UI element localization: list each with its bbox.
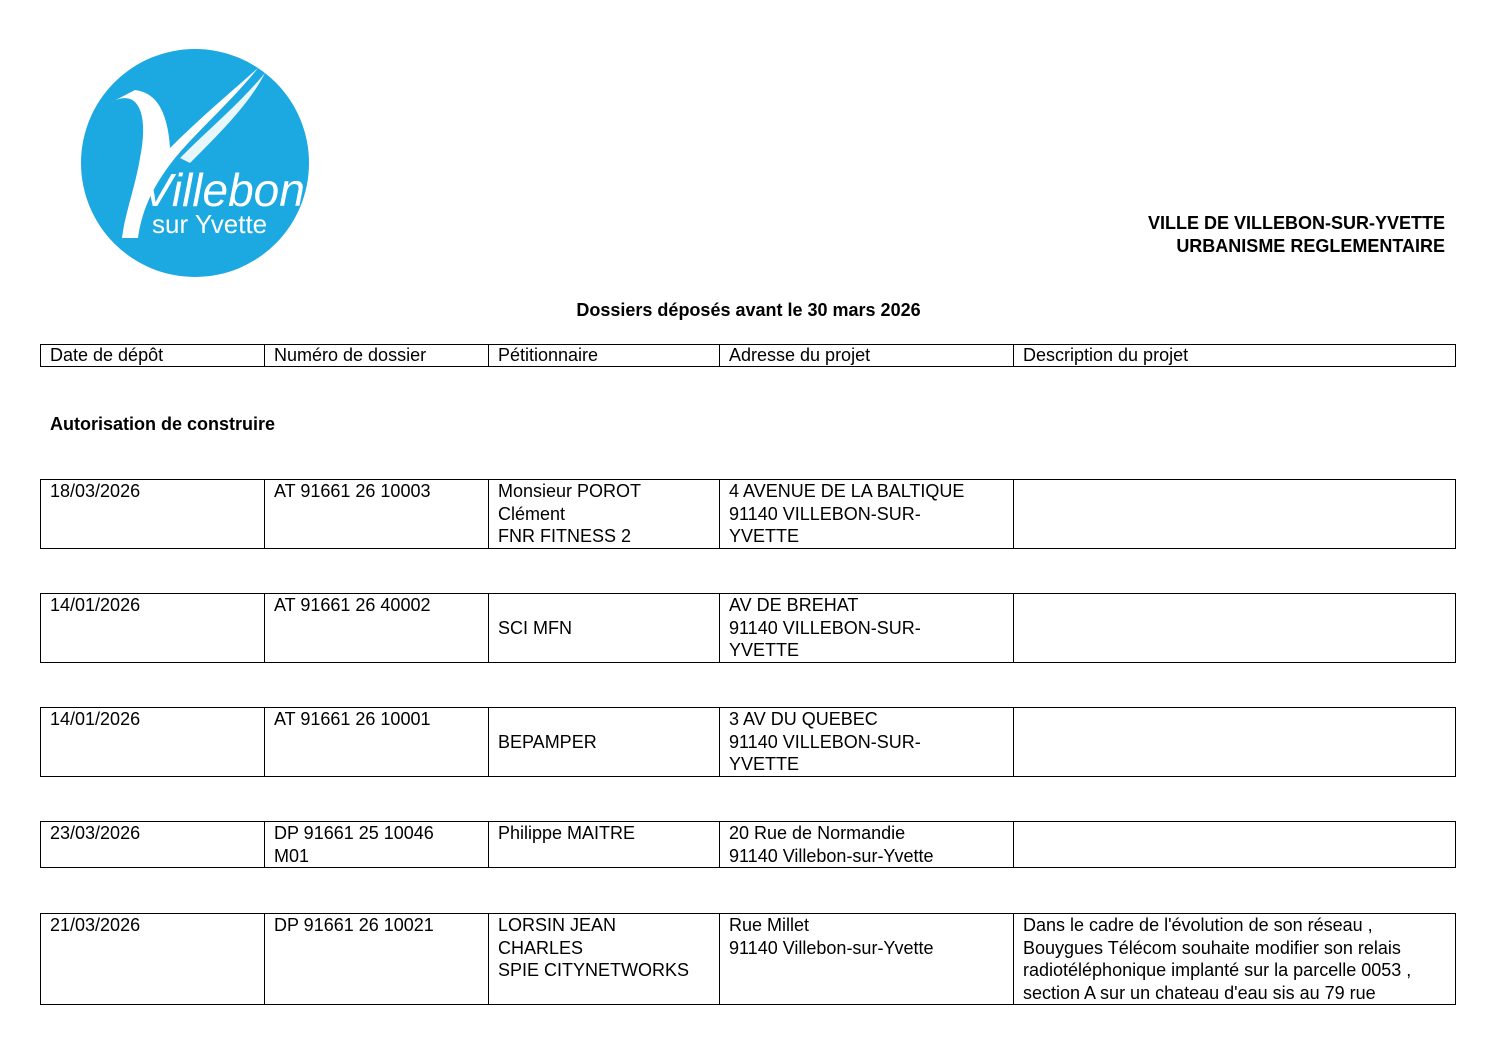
cell-petitionnaire: Monsieur POROT Clément FNR FITNESS 2	[489, 480, 720, 549]
cell-numero: AT 91661 26 10003	[265, 480, 489, 549]
cell-petitionnaire: LORSIN JEAN CHARLES SPIE CITYNETWORKS	[489, 914, 720, 1005]
logo-circle	[81, 49, 309, 277]
cell-numero: AT 91661 26 10001	[265, 708, 489, 777]
cell-date: 21/03/2026	[41, 914, 265, 1005]
cell-description	[1014, 480, 1456, 549]
cell-adresse: 20 Rue de Normandie 91140 Villebon-sur-Yvette	[720, 822, 1014, 868]
column-header-petitionnaire: Pétitionnaire	[489, 345, 720, 367]
cell-description: Dans le cadre de l'évolution de son réseau , Bouygues Télécom souhaite modifier son relais radiotéléphonique implanté sur la parcelle 0053 , section A sur un chateau d'eau sis au 79 rue	[1014, 914, 1456, 1005]
table-row	[41, 708, 1456, 777]
cell-petitionnaire: SCI MFN	[489, 594, 720, 663]
cell-description	[1014, 594, 1456, 663]
column-header-row	[41, 345, 1456, 367]
cell-adresse: 4 AVENUE DE LA BALTIQUE 91140 VILLEBON-SUR- YVETTE	[720, 480, 1014, 549]
dossier-table	[40, 821, 1456, 868]
cell-adresse: 3 AV DU QUEBEC 91140 VILLEBON-SUR- YVETTE	[720, 708, 1014, 777]
cell-description	[1014, 708, 1456, 777]
cell-adresse: AV DE BREHAT 91140 VILLEBON-SUR- YVETTE	[720, 594, 1014, 663]
table-row	[41, 594, 1456, 663]
document-title: Dossiers déposés avant le 30 mars 2026	[576, 300, 921, 320]
org-header	[1148, 212, 1445, 258]
logo-line2: sur Yvette	[152, 209, 268, 239]
section-heading: Autorisation de construire	[50, 414, 276, 434]
org-line1: VILLE DE VILLEBON-SUR-YVETTE	[1147, 213, 1445, 233]
logo-line1: Villebon	[142, 164, 305, 216]
dossier-table	[40, 913, 1456, 1005]
column-header-description: Description du projet	[1014, 345, 1456, 367]
cell-description	[1014, 822, 1456, 868]
dossier-table	[40, 479, 1456, 549]
table-row	[41, 480, 1456, 549]
dossier-table	[40, 707, 1456, 777]
cell-numero: DP 91661 26 10021	[265, 914, 489, 1005]
cell-date: 14/01/2026	[41, 708, 265, 777]
cell-petitionnaire: Philippe MAITRE	[489, 822, 720, 868]
dossier-table	[40, 593, 1456, 663]
cell-numero: DP 91661 25 10046 M01	[265, 822, 489, 868]
cell-petitionnaire: BEPAMPER	[489, 708, 720, 777]
column-header-numero: Numéro de dossier	[265, 345, 489, 367]
column-header-date: Date de dépôt	[41, 345, 265, 367]
cell-date: 18/03/2026	[41, 480, 265, 549]
org-line2: URBANISME REGLEMENTAIRE	[1176, 236, 1445, 256]
cell-date: 23/03/2026	[41, 822, 265, 868]
cell-adresse: Rue Millet 91140 Villebon-sur-Yvette	[720, 914, 1014, 1005]
cell-date: 14/01/2026	[41, 594, 265, 663]
villebon-logo	[80, 48, 310, 278]
table-row	[41, 914, 1456, 1005]
cell-numero: AT 91661 26 40002	[265, 594, 489, 663]
column-header-adresse: Adresse du projet	[720, 345, 1014, 367]
table-row	[41, 822, 1456, 868]
column-header-table	[40, 344, 1456, 367]
